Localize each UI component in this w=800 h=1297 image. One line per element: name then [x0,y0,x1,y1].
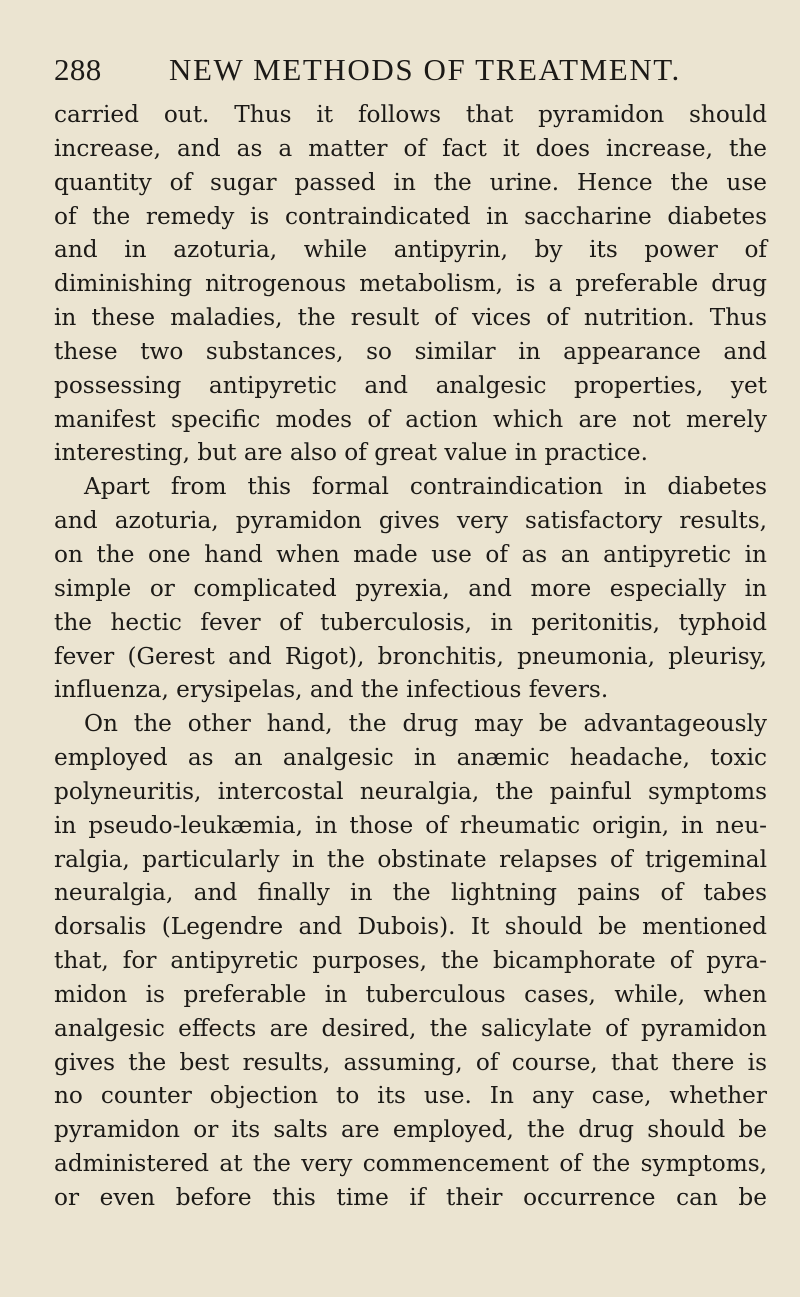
text-line: these two substances, so similar in appearance and [54,337,767,365]
text-line: neuralgia, and finally in the lightning pains of tabes [54,879,767,907]
text-line: and in azoturia, while antipyrin, by its power of [54,236,767,264]
text-line: of the remedy is contraindicated in saccharine diabetes [54,202,767,230]
text-line: analgesic effects are desired, the salicylate of pyramidon [54,1014,767,1042]
running-title: NEW METHODS OF TREATMENT. [169,52,681,87]
text-line: increase, and as a matter of fact it does increase, the [54,134,767,162]
text-line: administered at the very commencement of the symptoms, [54,1150,767,1178]
text-line: the hectic fever of tuberculosis, in peritonitis, typhoid [54,608,767,636]
text-line: quantity of sugar passed in the urine. Hence the use [54,168,767,196]
text-line: in these maladies, the result of vices of nutrition. Thus [54,304,767,332]
text-line: no counter objection to its use. In any case, whether [54,1082,767,1110]
text-line: simple or complicated pyrexia, and more especially in [54,574,767,602]
paragraph-first-line: On the other hand, the drug may be advantageously [84,710,767,738]
body-text [54,98,767,1215]
text-line: fever (Gerest and Rigot), bronchitis, pneumonia, pleurisy, [54,642,767,670]
paragraph-first-line: Apart from this formal contraindication in diabetes [84,473,767,501]
running-head [54,52,764,88]
paragraph-last-line: influenza, erysipelas, and the infectious fevers. [54,676,609,704]
text-line: and azoturia, pyramidon gives very satisfactory results, [54,507,767,535]
paragraph-last-line: interesting, but are also of great value in practice. [54,439,648,467]
text-line: pyramidon or its salts are employed, the drug should be [54,1116,767,1144]
text-line: on the one hand when made use of as an antipyretic in [54,540,767,568]
text-line: in pseudo-leukæmia, in those of rheumatic origin, in neu- [54,811,767,839]
text-line: dorsalis (Legendre and Dubois). It should be mentioned [54,913,767,941]
text-line: polyneuritis, intercostal neuralgia, the painful symptoms [54,777,767,805]
text-line: diminishing nitrogenous metabolism, is a preferable drug [54,270,767,298]
page-number: 288 [54,52,102,87]
text-line: carried out. Thus it follows that pyramidon should [54,101,767,128]
text-line: midon is preferable in tuberculous cases, while, when [54,980,767,1008]
text-line: possessing antipyretic and analgesic properties, yet [54,371,767,399]
text-line: or even before this time if their occurrence can be [54,1184,767,1211]
text-line: ralgia, particularly in the obstinate relapses of trigeminal [54,845,767,873]
text-line: gives the best results, assuming, of course, that there is [54,1048,767,1076]
text-line: manifest specific modes of action which are not merely [54,405,767,433]
text-line: that, for antipyretic purposes, the bicamphorate of pyra- [54,947,767,975]
text-line: employed as an analgesic in anæmic headache, toxic [54,744,767,772]
